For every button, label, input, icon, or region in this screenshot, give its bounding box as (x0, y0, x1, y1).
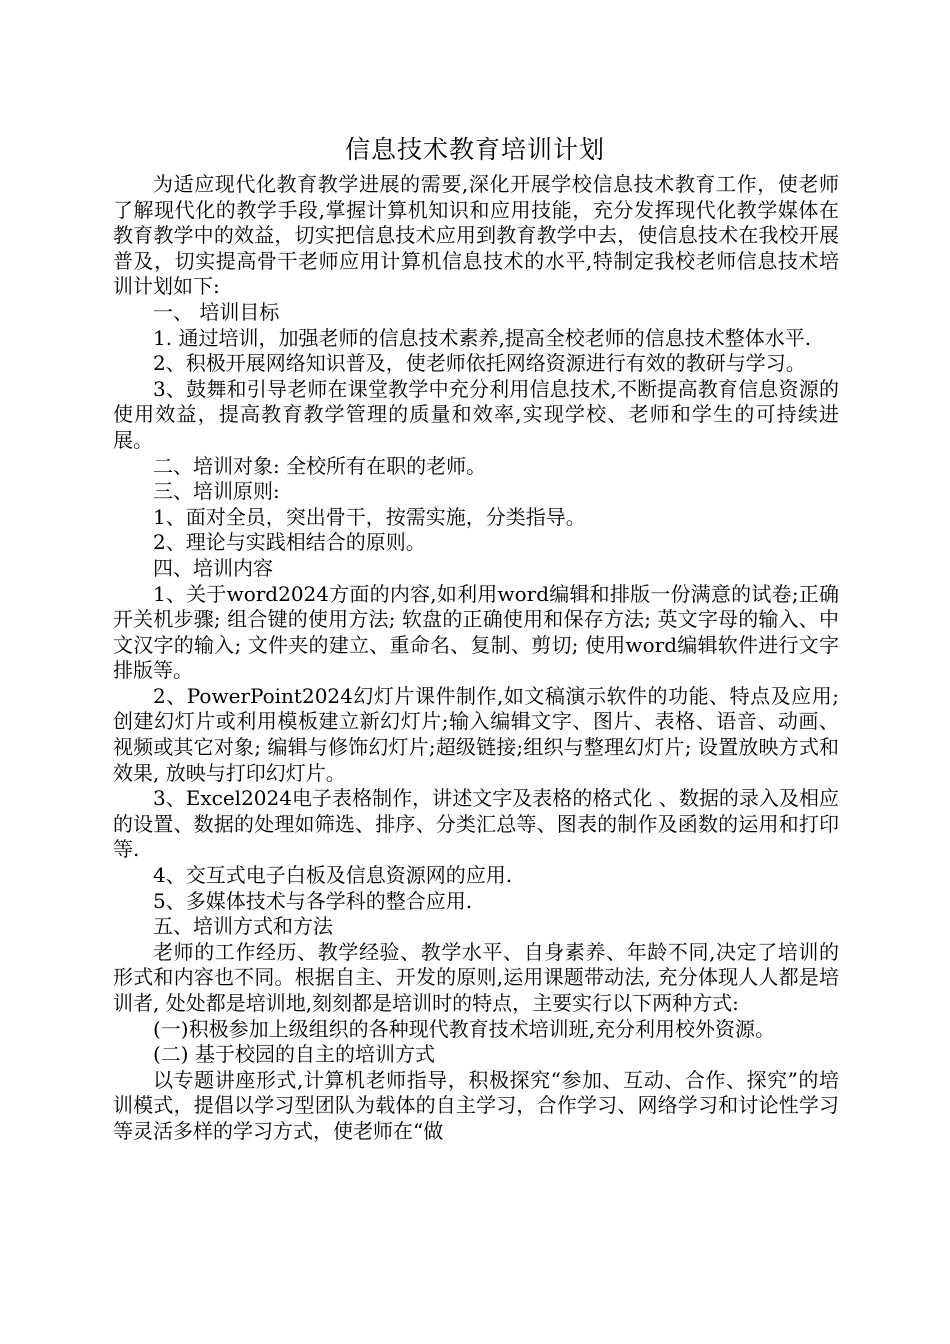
section-heading-audience: 二、培训对象: 全校所有在职的老师。 (153, 453, 487, 478)
paragraph-school-based: 以专题讲座形式,计算机老师指导，积极探究“参加、互动、合作、探究”的培训模式，提倡以学习型团队为载体的自主学习，合作学习、网络学习和讨论性学习等灵活多样的学习方式，使老师在“做 (113, 1067, 839, 1143)
list-item: 2、PowerPoint2024幻灯片课件制作,如文稿演示软件的功能、特点及应用; 创建幻灯片或利用模板建立新幻灯片;输入编辑文字、图片、表格、语音、动画、视频或其它对象; 编辑与修饰幻灯片;超级链接;组织与整理幻灯片; 设置放映方式和效果, 放映与打印幻灯片。 (113, 683, 839, 785)
document-body (113, 172, 839, 1145)
list-item: 3、Excel2024电子表格制作，讲述文字及表格的格式化 、数据的录入及相应的设置、数据的处理如筛选、排序、分类汇总等、图表的制作及函数的运用和打印等. (113, 786, 839, 862)
list-item: 4、交互式电子白板及信息资源网的应用. (153, 863, 513, 888)
list-item: 2、积极开展网络知识普及，使老师依托网络资源进行有效的教研与学习。 (153, 351, 806, 376)
section-heading-goals: 一、 培训目标 (153, 299, 280, 324)
list-item: 1、面对全员，突出骨干，按需实施，分类指导。 (153, 504, 586, 529)
list-item: 2、理论与实践相结合的原则。 (153, 530, 426, 555)
paragraph-intro: 为适应现代化教育教学进展的需要,深化开展学校信息技术教育工作，使老师了解现代化的教学手段,掌握计算机知识和应用技能，充分发挥现代化教学媒体在教育教学中的效益，切实把信息技术应用到教育教学中去，使信息技术在我校开展普及，切实提高骨干老师应用计算机信息技术的水平,特制定我校老师信息技术培训计划如下: (113, 172, 839, 299)
subheading-school-based: (二) 基于校园的自主的培训方式 (153, 1042, 435, 1067)
document-title: 信息技术教育培训计划 (344, 135, 605, 164)
section-heading-methods: 五、培训方式和方法 (153, 914, 333, 939)
list-item: (一)积极参加上级组织的各种现代教育技术培训班,充分利用校外资源。 (153, 1016, 775, 1041)
list-item: 3、鼓舞和引导老师在课堂教学中充分利用信息技术,不断提高教育信息资源的使用效益，提高教育教学管理的质量和效率,实现学校、老师和学生的可持续进展。 (113, 376, 839, 452)
section-heading-principles: 三、培训原则: (153, 479, 280, 504)
list-item: 5、多媒体技术与各学科的整合应用. (153, 888, 473, 913)
paragraph-methods: 老师的工作经历、教学经验、教学水平、自身素养、年龄不同,决定了培训的形式和内容也不同。根据自主、开发的原则,运用课题带动法, 充分体现人人都是培训者, 处处都是培训地,刻刻都是培训时的特点，主要实行以下两种方式: (113, 939, 839, 1015)
list-item: 1. 通过培训，加强老师的信息技术素养,提高全校老师的信息技术整体水平. (153, 325, 812, 350)
list-item: 1、关于word2024方面的内容,如利用word编辑和排版一份满意的试卷;正确开关机步骤; 组合键的使用方法; 软盘的正确使用和保存方法; 英文字母的输入、中文汉字的输入; 文件夹的建立、重命名、复制、剪切; 使用word编辑软件进行文字排版等。 (113, 581, 839, 683)
section-heading-content: 四、培训内容 (153, 555, 273, 580)
